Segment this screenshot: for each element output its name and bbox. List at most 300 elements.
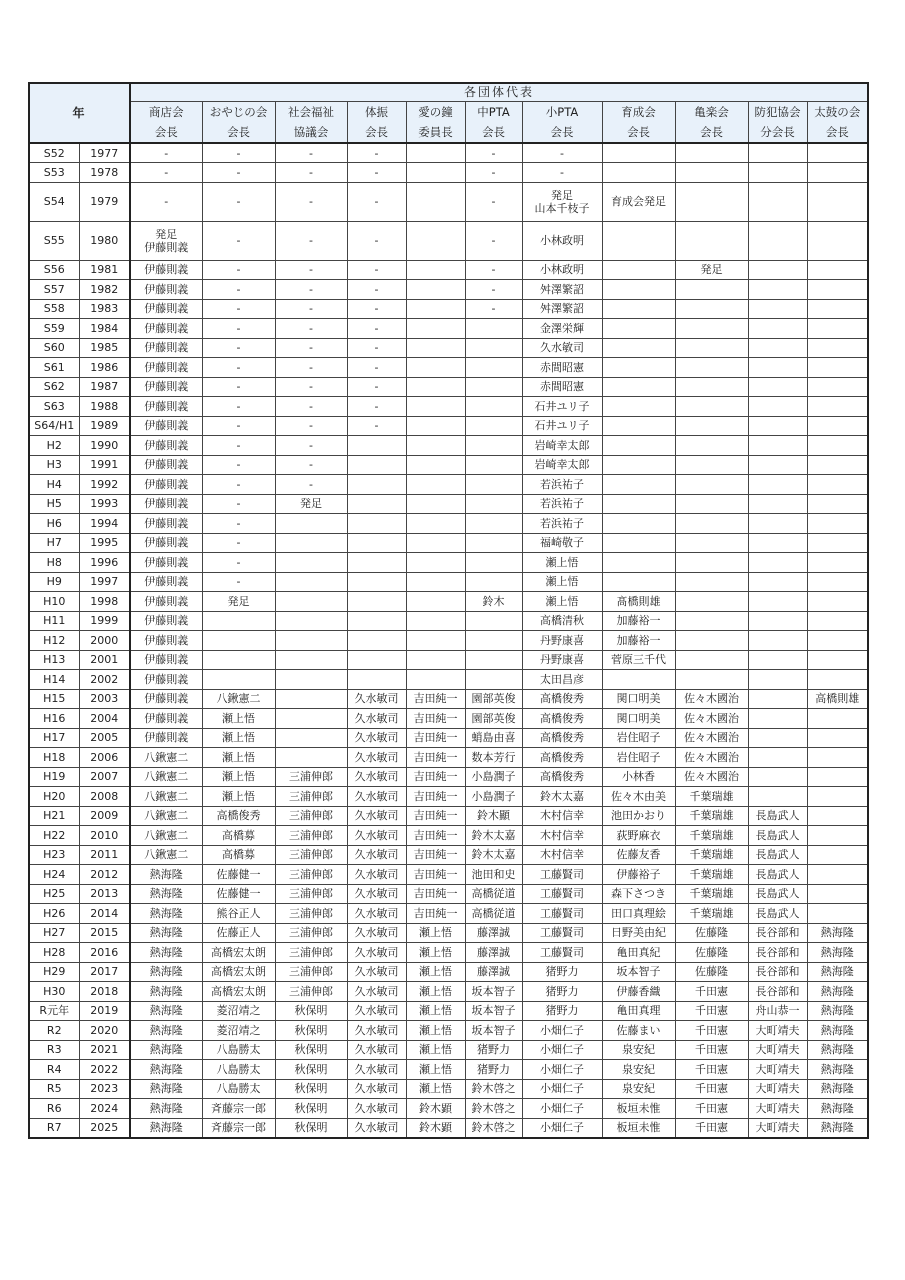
representative-cell [807, 455, 868, 475]
representative-cell: 伊藤則義 [130, 397, 202, 417]
representative-cell: 岩住昭子 [602, 728, 675, 748]
representative-cell: 伊藤則義 [130, 416, 202, 436]
representative-cell: - [465, 299, 522, 319]
representative-cell: 高橋俊秀 [522, 748, 602, 768]
representative-cell [748, 358, 807, 378]
representative-cell: 三浦伸郎 [275, 943, 347, 963]
representative-cell: 瀬上悟 [406, 1060, 465, 1080]
representative-cell [807, 767, 868, 787]
era-cell: H12 [29, 631, 79, 651]
representative-cell [465, 377, 522, 397]
representative-cell: 八島勝太 [202, 1040, 275, 1060]
representative-cell [275, 631, 347, 651]
representative-cell: - [465, 163, 522, 183]
year-cell: 2020 [79, 1021, 130, 1041]
representative-cell [202, 650, 275, 670]
representative-cell [602, 299, 675, 319]
representative-cell [406, 455, 465, 475]
era-cell: H21 [29, 806, 79, 826]
representative-cell: 久水敏司 [347, 865, 406, 885]
representative-cell: 加藤裕一 [602, 631, 675, 651]
representative-cell: - [202, 358, 275, 378]
representative-cell: 秋保明 [275, 1099, 347, 1119]
representative-cell [807, 514, 868, 534]
representative-cell: 久水敏司 [347, 806, 406, 826]
representative-cell: 秋保明 [275, 1118, 347, 1138]
representative-cell [807, 163, 868, 183]
representative-cell: 藤澤誠 [465, 923, 522, 943]
year-cell: 2007 [79, 767, 130, 787]
representative-cell: 板垣未惟 [602, 1118, 675, 1138]
representative-cell: 鈴木顯 [465, 806, 522, 826]
org-header [602, 102, 675, 144]
representative-cell: - [275, 338, 347, 358]
representative-cell [675, 358, 748, 378]
representative-cell [406, 338, 465, 358]
representative-cell: 吉田純一 [406, 787, 465, 807]
representative-cell: 伊藤則義 [130, 455, 202, 475]
representative-cell [807, 553, 868, 573]
representative-cell: - [347, 377, 406, 397]
representative-cell: 佐藤まい [602, 1021, 675, 1041]
representative-cell: 久水敏司 [347, 689, 406, 709]
representative-cell [807, 260, 868, 280]
representative-cell: 熱海隆 [130, 943, 202, 963]
representative-cell [748, 299, 807, 319]
representative-cell [275, 670, 347, 690]
representative-cell: 猪野力 [522, 982, 602, 1002]
org-header [347, 102, 406, 144]
representative-cell: - [522, 143, 602, 163]
era-cell: H22 [29, 826, 79, 846]
representative-cell: 岩住昭子 [602, 748, 675, 768]
representative-cell: 吉田純一 [406, 884, 465, 904]
era-cell: H15 [29, 689, 79, 709]
representative-cell [807, 397, 868, 417]
org-name: 小PTA [545, 105, 579, 119]
representative-cell: 福崎敬子 [522, 533, 602, 553]
representative-cell: 久水敏司 [347, 845, 406, 865]
year-cell: 1981 [79, 260, 130, 280]
table-row [29, 611, 868, 631]
representative-cell: 吉田純一 [406, 767, 465, 787]
year-cell: 2009 [79, 806, 130, 826]
representative-cell: 鈴木啓之 [465, 1079, 522, 1099]
representative-cell: 荻野麻衣 [602, 826, 675, 846]
representative-cell [406, 299, 465, 319]
table-row [29, 1079, 868, 1099]
era-cell: R4 [29, 1060, 79, 1080]
representative-cell [465, 338, 522, 358]
representative-cell: - [275, 319, 347, 339]
representative-cell [275, 728, 347, 748]
representative-cell: - [275, 280, 347, 300]
representative-cell: 泉安紀 [602, 1040, 675, 1060]
representative-cell: - [275, 182, 347, 221]
era-cell: S58 [29, 299, 79, 319]
table-row [29, 299, 868, 319]
representative-cell: 高橋従道 [465, 884, 522, 904]
cell-line: 山本千枝子 [534, 201, 590, 215]
representative-cell [465, 553, 522, 573]
representative-cell: 長谷部和 [748, 962, 807, 982]
representative-cell [675, 299, 748, 319]
representative-cell [675, 182, 748, 221]
representative-cell: 岩崎幸太郎 [522, 436, 602, 456]
representative-cell [807, 533, 868, 553]
table-row [29, 533, 868, 553]
representative-cell: 久水敏司 [347, 884, 406, 904]
representative-cell: 瀬上悟 [406, 1021, 465, 1041]
representative-cell: 工藤賢司 [522, 884, 602, 904]
representative-cell [675, 514, 748, 534]
org-header [675, 102, 748, 144]
representative-cell: 佐藤友香 [602, 845, 675, 865]
year-cell: 1993 [79, 494, 130, 514]
representative-cell [275, 689, 347, 709]
era-cell: H27 [29, 923, 79, 943]
representative-cell: 秋保明 [275, 1060, 347, 1080]
representative-cell [807, 865, 868, 885]
era-cell: S60 [29, 338, 79, 358]
representative-cell: 三浦伸郎 [275, 787, 347, 807]
year-cell: 1997 [79, 572, 130, 592]
year-cell: 1980 [79, 221, 130, 260]
era-cell: S62 [29, 377, 79, 397]
era-cell: H9 [29, 572, 79, 592]
representative-cell: 三浦伸郎 [275, 904, 347, 924]
representative-cell: 高橋俊秀 [202, 806, 275, 826]
representative-cell: 瀬上悟 [522, 592, 602, 612]
representative-cell: 長島武人 [748, 845, 807, 865]
era-cell: H7 [29, 533, 79, 553]
representative-cell: 佐藤隆 [675, 962, 748, 982]
representative-cell: 三浦伸郎 [275, 884, 347, 904]
table-row [29, 260, 868, 280]
representative-cell: 千葉瑞雄 [675, 865, 748, 885]
representative-cell [406, 358, 465, 378]
representative-cell: 佐藤正人 [202, 923, 275, 943]
era-cell: S56 [29, 260, 79, 280]
representative-cell [807, 826, 868, 846]
representative-cell: 木村信幸 [522, 806, 602, 826]
representative-cell: 長谷部和 [748, 943, 807, 963]
representative-cell: 発足 [275, 494, 347, 514]
era-cell: H2 [29, 436, 79, 456]
representative-cell: - [275, 260, 347, 280]
era-cell: H4 [29, 475, 79, 495]
header-row-organizations [29, 102, 868, 144]
representative-cell: 蛸島由喜 [465, 728, 522, 748]
representative-cell: 佐々木國治 [675, 709, 748, 729]
representative-cell: 熱海隆 [130, 1099, 202, 1119]
representative-cell: 高橋募 [202, 845, 275, 865]
representative-cell: 久水敏司 [347, 943, 406, 963]
table-row [29, 728, 868, 748]
representative-cell: - [347, 143, 406, 163]
representative-cell: 伊藤則義 [130, 319, 202, 339]
table-row [29, 748, 868, 768]
era-cell: S54 [29, 182, 79, 221]
table-row [29, 1118, 868, 1138]
representative-cell: - [202, 319, 275, 339]
representative-cell [675, 475, 748, 495]
representative-cell: 小畑仁子 [522, 1021, 602, 1041]
org-name: 中PTA [477, 105, 510, 119]
representative-cell: 久水敏司 [347, 748, 406, 768]
representative-cell: - [465, 280, 522, 300]
org-name: 防犯協会 [754, 105, 801, 119]
representative-cell [275, 572, 347, 592]
representative-cell: 岩崎幸太郎 [522, 455, 602, 475]
representative-cell: 熱海隆 [130, 904, 202, 924]
representative-cell: 熱海隆 [130, 923, 202, 943]
representative-cell: - [202, 455, 275, 475]
table-row [29, 865, 868, 885]
representative-cell: - [275, 221, 347, 260]
representative-cell: 伊藤則義 [130, 377, 202, 397]
year-cell: 2008 [79, 787, 130, 807]
representative-cell: 伊藤則義 [130, 709, 202, 729]
representative-cell: 坂本智子 [602, 962, 675, 982]
representative-cell: - [347, 280, 406, 300]
representative-cell: 坂本智子 [465, 982, 522, 1002]
representative-cell: 猪野力 [522, 1001, 602, 1021]
era-cell: H5 [29, 494, 79, 514]
representative-cell [807, 845, 868, 865]
org-name: 亀楽会 [694, 105, 729, 119]
representative-cell [347, 592, 406, 612]
representative-cell: 亀田真理 [602, 1001, 675, 1021]
org-header [275, 102, 347, 144]
representative-cell: 佐藤隆 [675, 943, 748, 963]
representative-cell: 熱海隆 [130, 884, 202, 904]
representative-cell: - [275, 143, 347, 163]
representative-cell [406, 514, 465, 534]
representative-cell: - [465, 182, 522, 221]
representative-cell: 関口明美 [602, 689, 675, 709]
year-cell: 2015 [79, 923, 130, 943]
representative-cell [748, 689, 807, 709]
representative-cell [602, 436, 675, 456]
year-cell: 2010 [79, 826, 130, 846]
representative-cell: - [202, 397, 275, 417]
representative-cell: - [202, 260, 275, 280]
representative-cell [602, 143, 675, 163]
org-name: 体振 [365, 105, 389, 119]
representative-cell: 高橋俊秀 [522, 767, 602, 787]
representative-cell: 舛澤繁詔 [522, 299, 602, 319]
era-cell: R6 [29, 1099, 79, 1119]
representative-cell [347, 670, 406, 690]
representative-cell: 長島武人 [748, 806, 807, 826]
representative-cell: 吉田純一 [406, 845, 465, 865]
representative-cell [675, 592, 748, 612]
representative-cell [807, 494, 868, 514]
era-cell: S59 [29, 319, 79, 339]
representative-cell: 千田憲 [675, 1099, 748, 1119]
representative-cell [675, 319, 748, 339]
representative-cell: - [130, 182, 202, 221]
representative-cell: 長島武人 [748, 865, 807, 885]
representative-cell: 吉田純一 [406, 748, 465, 768]
representative-cell [602, 338, 675, 358]
representative-cell [675, 436, 748, 456]
representative-cell: 池田かおり [602, 806, 675, 826]
representative-cell: 鈴木太嘉 [522, 787, 602, 807]
representative-cell [748, 163, 807, 183]
org-header [522, 102, 602, 144]
representative-cell: 熱海隆 [130, 1021, 202, 1041]
representative-cell [465, 650, 522, 670]
era-cell: S57 [29, 280, 79, 300]
representative-cell: 熱海隆 [807, 923, 868, 943]
representative-cell: 久水敏司 [347, 923, 406, 943]
org-role: 分会長 [760, 125, 795, 139]
representative-cell: 小畑仁子 [522, 1060, 602, 1080]
representative-cell: 発足 [202, 592, 275, 612]
year-cell: 1979 [79, 182, 130, 221]
representative-cell [807, 475, 868, 495]
org-role: 会長 [700, 125, 724, 139]
representative-cell: 伊藤香織 [602, 982, 675, 1002]
representative-cell [748, 416, 807, 436]
era-cell: H3 [29, 455, 79, 475]
representative-cell [347, 514, 406, 534]
representative-cell: 石井ユリ子 [522, 397, 602, 417]
representative-cell [602, 163, 675, 183]
representative-cell [602, 514, 675, 534]
representative-cell: 吉田純一 [406, 904, 465, 924]
representative-cell [406, 182, 465, 221]
representative-cell: 久水敏司 [347, 904, 406, 924]
era-cell: H17 [29, 728, 79, 748]
representative-cell: - [347, 416, 406, 436]
representative-cell: 板垣未惟 [602, 1099, 675, 1119]
representative-cell [675, 455, 748, 475]
representative-cell: 八島勝太 [202, 1060, 275, 1080]
representative-cell: 森下さつき [602, 884, 675, 904]
year-cell: 1999 [79, 611, 130, 631]
representative-cell [675, 650, 748, 670]
era-cell: R3 [29, 1040, 79, 1060]
representative-cell: 八鍬憲二 [202, 689, 275, 709]
representative-cell: - [130, 143, 202, 163]
representative-cell: 久水敏司 [347, 1060, 406, 1080]
representatives-table [28, 82, 869, 1139]
representative-cell [748, 514, 807, 534]
representative-cell: 三浦伸郎 [275, 767, 347, 787]
representative-cell [347, 475, 406, 495]
era-cell: H6 [29, 514, 79, 534]
org-name: 商店会 [149, 105, 184, 119]
era-cell: H14 [29, 670, 79, 690]
representative-cell: - [202, 299, 275, 319]
table-row [29, 338, 868, 358]
representative-cell: 熱海隆 [807, 1021, 868, 1041]
era-cell: H29 [29, 962, 79, 982]
representative-cell [465, 670, 522, 690]
representative-cell: 八鍬憲二 [130, 806, 202, 826]
representative-cell [347, 494, 406, 514]
representative-cell [275, 748, 347, 768]
year-cell: 2004 [79, 709, 130, 729]
representative-cell: 瀬上悟 [202, 767, 275, 787]
representative-cell: - [347, 163, 406, 183]
representative-cell: 三浦伸郎 [275, 982, 347, 1002]
year-cell: 2003 [79, 689, 130, 709]
era-cell: S63 [29, 397, 79, 417]
representative-cell: 伊藤則義 [130, 475, 202, 495]
year-cell: 2022 [79, 1060, 130, 1080]
representative-cell: 熱海隆 [130, 1060, 202, 1080]
representative-cell: - [347, 299, 406, 319]
representative-cell: 丹野康喜 [522, 650, 602, 670]
year-cell: 2025 [79, 1118, 130, 1138]
representative-cell: - [202, 475, 275, 495]
representative-cell: 伊藤則義 [130, 494, 202, 514]
representative-cell: 佐々木由美 [602, 787, 675, 807]
representative-cell [406, 592, 465, 612]
representative-cell: 鈴木顕 [406, 1099, 465, 1119]
representative-cell: 伊藤則義 [130, 280, 202, 300]
year-cell: 1990 [79, 436, 130, 456]
representative-cell [748, 748, 807, 768]
representative-cell: 小畑仁子 [522, 1099, 602, 1119]
era-cell: H13 [29, 650, 79, 670]
representative-cell: 園部英俊 [465, 709, 522, 729]
representative-cell: - [202, 553, 275, 573]
representative-cell [748, 494, 807, 514]
representative-cell: 伊藤則義 [130, 533, 202, 553]
era-cell: H24 [29, 865, 79, 885]
representative-cell: 久水敏司 [522, 338, 602, 358]
representative-cell: - [347, 260, 406, 280]
year-cell: 2006 [79, 748, 130, 768]
table-row [29, 143, 868, 163]
representative-cell: 若浜祐子 [522, 475, 602, 495]
representative-cell: - [202, 280, 275, 300]
table-row [29, 553, 868, 573]
representative-cell: - [202, 436, 275, 456]
representative-cell: 藤澤誠 [465, 943, 522, 963]
org-role: 会長 [550, 125, 574, 139]
representative-cell: - [202, 533, 275, 553]
representative-cell [807, 787, 868, 807]
representative-cell: 熱海隆 [130, 1079, 202, 1099]
representative-cell: 池田和史 [465, 865, 522, 885]
representative-cell: - [202, 514, 275, 534]
representative-cell [406, 553, 465, 573]
representative-cell [406, 670, 465, 690]
representative-cell: 工藤賢司 [522, 923, 602, 943]
representative-cell: 久水敏司 [347, 1118, 406, 1138]
representative-cell: 小林政明 [522, 221, 602, 260]
representative-cell [807, 631, 868, 651]
representative-cell [465, 572, 522, 592]
representative-cell: - [202, 221, 275, 260]
representative-cell [675, 631, 748, 651]
table-row [29, 767, 868, 787]
representative-cell: 髙橋則雄 [602, 592, 675, 612]
table-row [29, 709, 868, 729]
representative-cell: 瀬上悟 [406, 1079, 465, 1099]
representative-cell: 瀬上悟 [406, 1001, 465, 1021]
representative-cell [748, 767, 807, 787]
representative-cell: 坂本智子 [465, 1001, 522, 1021]
representative-cell: 熱海隆 [130, 982, 202, 1002]
representative-cell: 熱海隆 [130, 1040, 202, 1060]
